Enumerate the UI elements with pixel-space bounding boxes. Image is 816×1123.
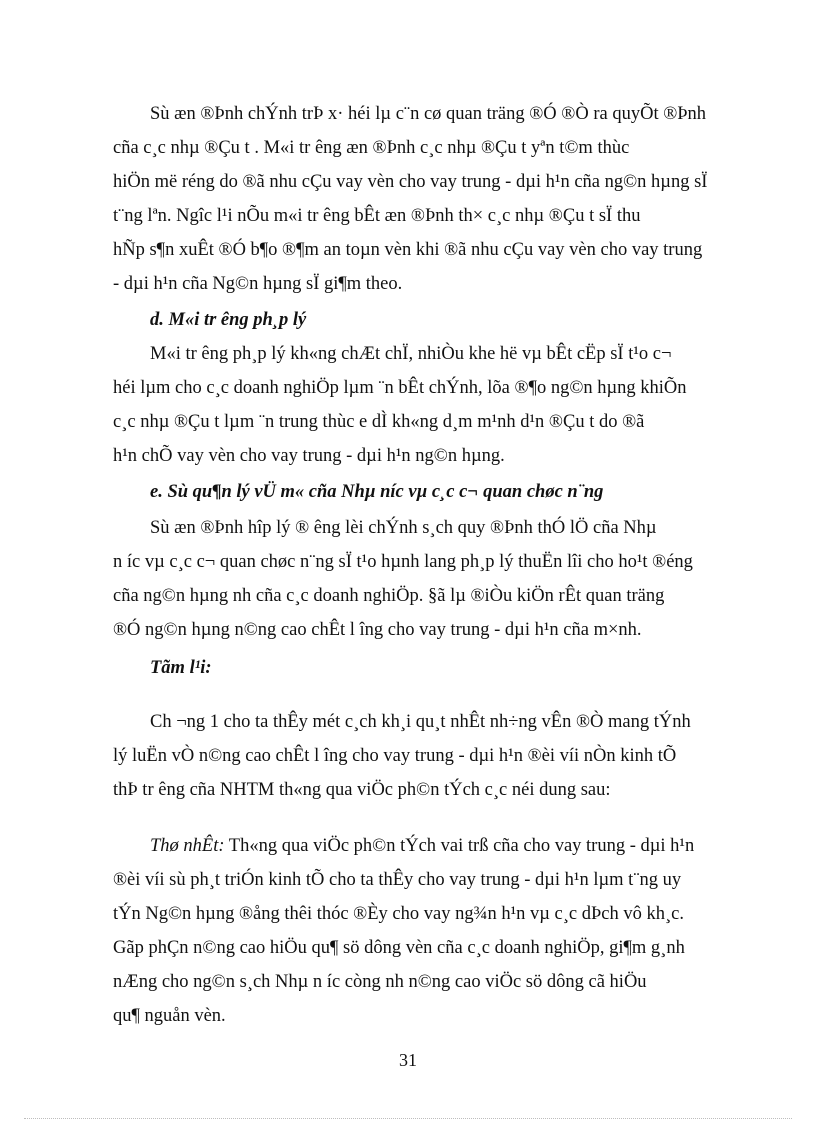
paragraph-line: Ch ¬ng 1 cho ta thÊy mét c¸ch kh¸i qu¸t nhÊt nh÷ng vÊn ®Ò mang tÝnh (150, 712, 691, 732)
paragraph-line: cña c¸c nhµ ®Çu t . M«i tr êng æn ®Þnh c¸c nhµ ®Çu t yªn t©m thùc (113, 138, 630, 158)
page-bottom-divider (24, 1118, 792, 1119)
paragraph-line: n íc vµ c¸c c¬ quan chøc n¨ng sÏ t¹o hµnh lang ph¸p lý thuËn lîi cho ho¹t ®éng (113, 552, 693, 572)
paragraph-line: hiÖn më réng do ®ã nhu cÇu vay vèn cho vay trung - dµi h¹n cña ng©n hµng sÏ (113, 172, 708, 192)
first-point-text: Th«ng qua viÖc ph©n tÝch vai trß cña cho vay trung - dµi h¹n (224, 836, 695, 856)
first-point-label: Thø nhÊt: (150, 836, 225, 856)
paragraph-line: t¨ng lªn. Ngîc l¹i nÕu m«i tr êng bÊt æn ®Þnh th× c¸c nhµ ®Çu t sÏ thu (113, 206, 641, 226)
paragraph-line: tÝn Ng©n hµng ®ång thêi thóc ®Èy cho vay ng¾n h¹n vµ c¸c dÞch vô kh¸c. (113, 904, 684, 924)
paragraph-line: ®Ó ng©n hµng n©ng cao chÊt l îng cho vay trung - dµi h¹n cña m×nh. (113, 620, 642, 640)
section-heading: e. Sù qu¶n lý vÜ m« cña Nhµ níc vµ c¸c c¬ quan chøc n¨ng (150, 482, 604, 502)
paragraph-line: M«i tr êng ph¸p lý kh«ng chÆt chÏ, nhiÒu khe hë vµ bÊt cËp sÏ t¹o c¬ (150, 344, 672, 364)
page-number: 31 (399, 1050, 417, 1070)
paragraph-line: Gãp phÇn n©ng cao hiÖu qu¶ sö dông vèn cña c¸c doanh nghiÖp, gi¶m g¸nh (113, 938, 685, 958)
paragraph-line: lý luËn vÒ n©ng cao chÊt l îng cho vay trung - dµi h¹n ®èi víi nÒn kinh tÕ (113, 746, 677, 766)
paragraph-line: c¸c nhµ ®Çu t lµm ¨n trung thùc e dÌ kh«ng d¸m m¹nh d¹n ®Çu t do ®ã (113, 412, 645, 432)
paragraph-line: nÆng cho ng©n s¸ch Nhµ n íc còng nh n©ng cao viÖc sö dông cã hiÖu (113, 972, 647, 992)
paragraph-line: cña ng©n hµng nh cña c¸c doanh nghiÖp. §ã lµ ®iÒu kiÖn rÊt quan träng (113, 586, 665, 606)
paragraph-line: héi lµm cho c¸c doanh nghiÖp lµm ¨n bÊt chÝnh, lõa ®¶o ng©n hµng khiÕn (113, 378, 687, 398)
paragraph-line (113, 829, 719, 863)
paragraph-line: ®èi víi sù ph¸t triÓn kinh tÕ cho ta thÊy cho vay trung - dµi h¹n lµm t¨ng uy (113, 870, 682, 890)
paragraph-line: hÑp s¶n xuÊt ®Ó b¶o ®¶m an toµn vèn khi ®ã nhu cÇu vay vèn cho vay trung (113, 240, 703, 260)
paragraph-line: qu¶ nguån vèn. (113, 1006, 226, 1026)
section-heading: d. M«i tr êng ph¸p lý (150, 310, 307, 330)
paragraph-line: thÞ tr êng cña NHTM th«ng qua viÖc ph©n tÝch c¸c néi dung sau: (113, 780, 611, 800)
paragraph-line: Sù æn ®Þnh hîp lý ® êng lèi chÝnh s¸ch quy ®Þnh thÓ lÖ cña Nhµ (150, 518, 657, 538)
paragraph-line: h¹n chÕ vay vèn cho vay trung - dµi h¹n ng©n hµng. (113, 446, 505, 466)
paragraph-line: Sù æn ®Þnh chÝnh trÞ x· héi lµ c¨n cø quan träng ®Ó ®Ò ra quyÕt ®Þnh (150, 104, 707, 124)
paragraph-line: - dµi h¹n cña Ng©n hµng sÏ gi¶m theo. (113, 274, 403, 294)
summary-heading: Tãm l¹i: (150, 658, 212, 678)
